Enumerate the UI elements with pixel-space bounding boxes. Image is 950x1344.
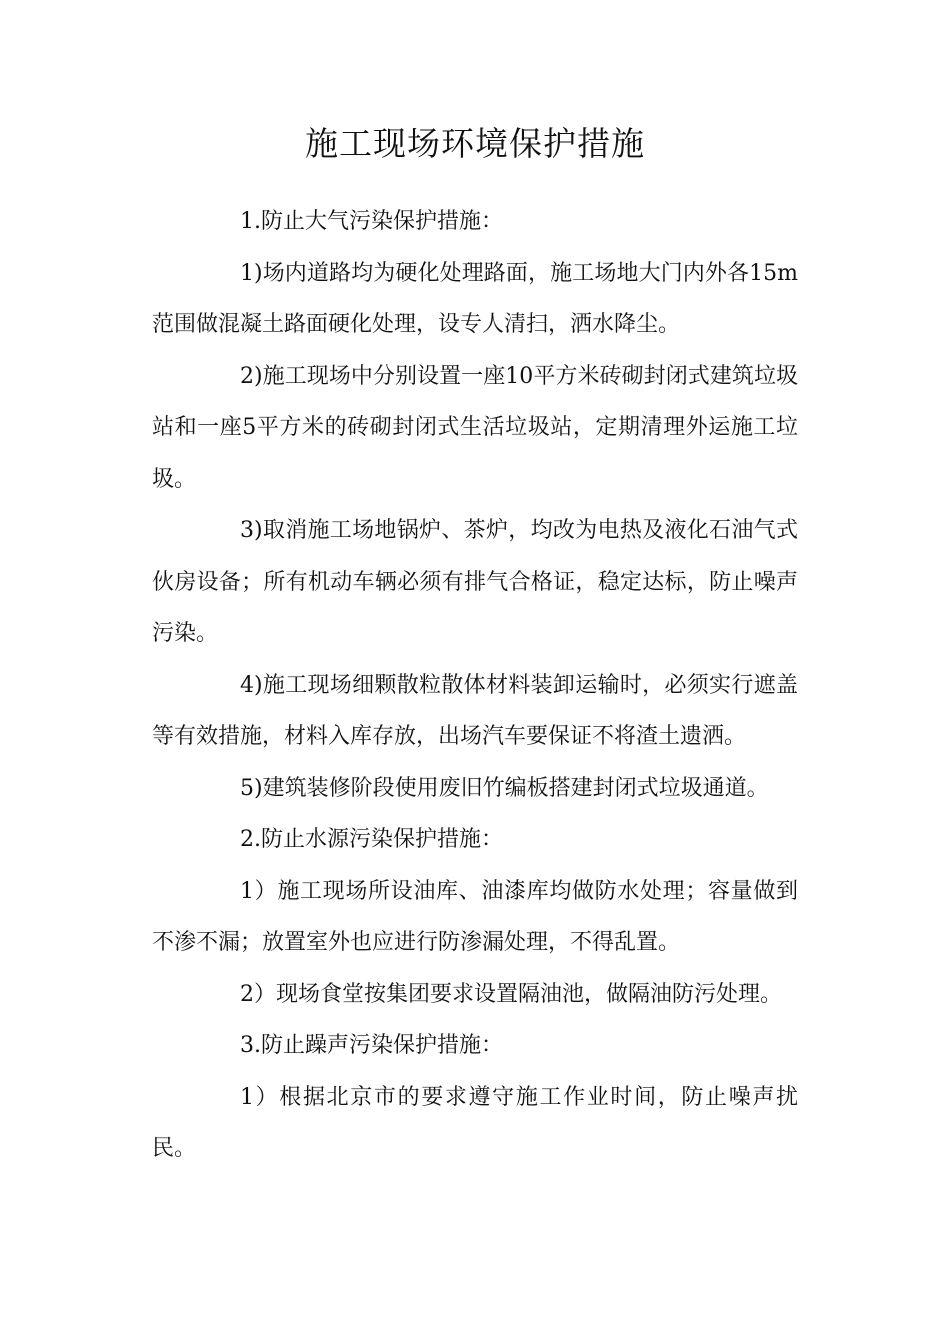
paragraph-water-1: 1）施工现场所设油库、油漆库均做防水处理；容量做到不渗不漏；放置室外也应进行防渗漏处理，不得乱置。 [152,878,798,955]
paragraph-water-2: 2）现场食堂按集团要求设置隔油池，做隔油防污处理。 [240,981,782,1007]
section-heading-air: 1.防止大气污染保护措施： [240,209,503,234]
section-heading-noise: 3.防止躁声污染保护措施： [240,1033,503,1058]
paragraph-air-4: 4)施工现场细颗散粒散体材料装卸运输时，必须实行遮盖等有效措施，材料入库存放，出场汽车要保证不将渣土遗洒。 [152,672,798,749]
paragraph-air-1: 1)场内道路均为硬化处理路面，施工场地大门内外各15m范围做混凝土路面硬化处理，设专人清扫，洒水降尘。 [152,260,798,337]
section-heading-water: 2.防止水源污染保护措施： [240,827,503,852]
paragraph-air-5: 5)建筑装修阶段使用废旧竹编板搭建封闭式垃圾通道。 [240,775,769,801]
document-body [152,196,798,1175]
paragraph-noise-1: 1）根据北京市的要求遵守施工作业时间，防止噪声扰民。 [152,1084,798,1161]
document-title: 施工现场环境保护措施 [305,124,645,163]
paragraph-air-2: 2)施工现场中分别设置一座10平方米砖砌封闭式建筑垃圾站和一座5平方米的砖砌封闭式生活垃圾站，定期清理外运施工垃圾。 [152,363,798,492]
paragraph-air-3: 3)取消施工场地锅炉、茶炉，均改为电热及液化石油气式伙房设备；所有机动车辆必须有排气合格证，稳定达标，防止噪声污染。 [152,518,798,646]
